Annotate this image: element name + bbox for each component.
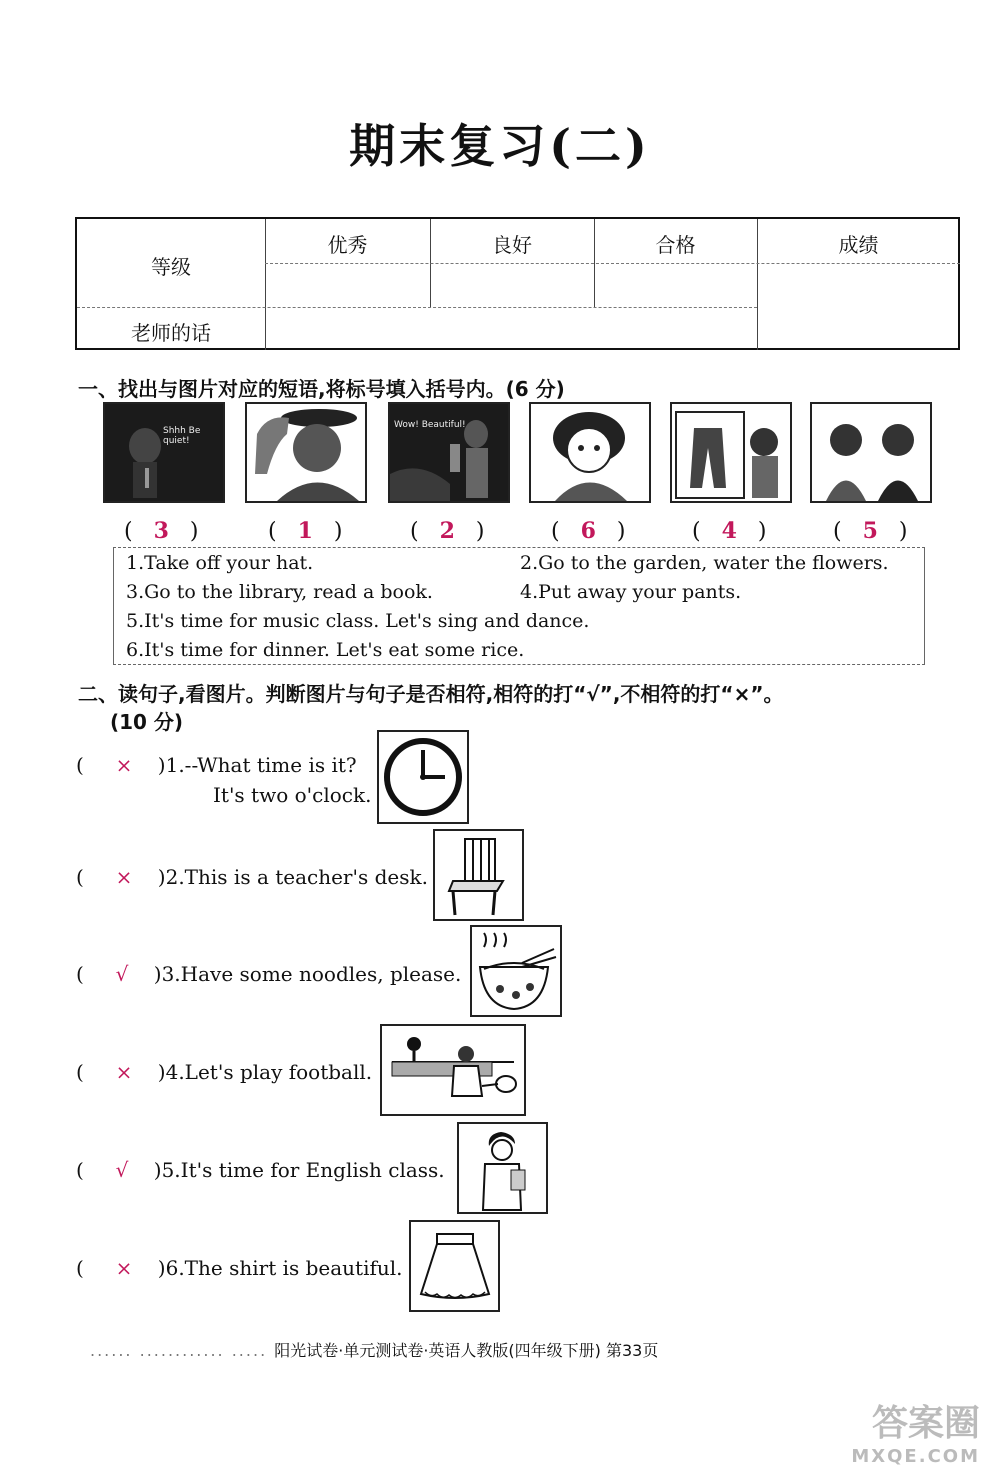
clock-icon xyxy=(379,732,467,822)
judge-text-3: )3.Have some noodles, please. xyxy=(153,962,462,986)
girl-flowers-icon xyxy=(390,404,508,501)
grade-column-good: 良好 xyxy=(492,233,532,257)
answer-paren-4[interactable]: ( 6 ) xyxy=(551,518,626,544)
picture-take-off-hat xyxy=(245,402,367,503)
judge-mark-2: × xyxy=(115,865,133,889)
girls-singing-icon xyxy=(812,404,930,501)
watermark-line1: 答案圈 xyxy=(871,1403,980,1444)
judge-row-5 xyxy=(76,1158,445,1182)
options-box xyxy=(113,547,925,665)
judge-text-1b: It's two o'clock. xyxy=(213,783,372,807)
girl-shush-icon xyxy=(105,404,223,501)
watermark xyxy=(851,1395,980,1467)
judge-mark-1: × xyxy=(115,753,133,777)
wardrobe-pants-icon xyxy=(672,404,790,501)
option-6: 6.It's time for dinner. Let's eat some rice. xyxy=(126,639,525,661)
footer: ...... ............ ..... 阳光试卷·单元测试卷·英语人教版(四年级下册) 第33页 xyxy=(90,1341,659,1360)
footer-text: 阳光试卷·单元测试卷·英语人教版(四年级下册) 第33页 xyxy=(274,1341,659,1360)
judge-text-1: )1.--What time is it? xyxy=(157,753,357,777)
option-2: 2.Go to the garden, water the flowers. xyxy=(520,552,889,574)
answer-paren-5[interactable]: ( 4 ) xyxy=(692,518,767,544)
judge-text-6: )6.The shirt is beautiful. xyxy=(157,1256,403,1280)
picture-caption: Shhh Be quiet! xyxy=(163,426,201,446)
answer-2: 1 xyxy=(297,518,313,544)
judge-paren-1[interactable]: ( × xyxy=(76,753,133,777)
answer-6: 5 xyxy=(862,518,878,544)
answer-paren-1[interactable]: ( 3 ) xyxy=(124,518,199,544)
chair-icon xyxy=(435,831,522,919)
judge-text-4: )4.Let's play football. xyxy=(157,1060,373,1084)
girl-eating-icon xyxy=(531,404,649,501)
picture-clock xyxy=(377,730,469,824)
answer-3: 2 xyxy=(439,518,455,544)
judge-mark-4: × xyxy=(115,1060,133,1084)
answer-5: 4 xyxy=(721,518,737,544)
judge-row-3 xyxy=(76,962,461,986)
grade-column-score: 成绩 xyxy=(838,233,879,257)
answer-paren-6[interactable]: ( 5 ) xyxy=(833,518,908,544)
teacher-comment-label: 老师的话 xyxy=(131,321,211,345)
section1-heading: 一、找出与图片对应的短语,将标号填入括号内。(6 分) xyxy=(78,377,565,401)
picture-dinner xyxy=(529,402,651,503)
page-title: 期末复习(二) xyxy=(349,119,651,173)
grade-table xyxy=(75,217,960,350)
picture-caption: Wow! Beautiful! xyxy=(394,420,466,430)
judge-row-1 xyxy=(76,753,357,777)
judge-text-2: )2.This is a teacher's desk. xyxy=(157,865,428,889)
judge-paren-5[interactable]: ( √ xyxy=(76,1158,129,1182)
answer-1: 3 xyxy=(153,518,169,544)
section2-heading: 二、读句子,看图片。判断图片与句子是否相符,相符的打“√”,不相符的打“×”。 xyxy=(78,682,784,706)
judge-row-6 xyxy=(76,1256,403,1280)
grade-column-excellent: 优秀 xyxy=(327,233,368,257)
judge-mark-3: √ xyxy=(115,962,129,986)
picture-teacher xyxy=(457,1122,548,1214)
picture-put-away-pants xyxy=(670,402,792,503)
judge-paren-6[interactable]: ( × xyxy=(76,1256,133,1280)
picture-music-class xyxy=(810,402,932,503)
judge-paren-4[interactable]: ( × xyxy=(76,1060,133,1084)
noodle-bowl-icon xyxy=(472,927,560,1015)
section2-score: (10 分) xyxy=(110,710,184,734)
judge-row-4 xyxy=(76,1060,372,1084)
picture-noodles xyxy=(470,925,562,1017)
option-3: 3.Go to the library, read a book. xyxy=(126,581,433,603)
skirt-icon xyxy=(411,1222,498,1310)
judge-paren-2[interactable]: ( × xyxy=(76,865,133,889)
option-5: 5.It's time for music class. Let's sing and dance. xyxy=(126,610,590,632)
judge-mark-5: √ xyxy=(115,1158,129,1182)
judge-paren-3[interactable]: ( √ xyxy=(76,962,129,986)
grade-label: 等级 xyxy=(151,255,191,279)
judge-row-2 xyxy=(76,865,428,889)
judge-mark-6: × xyxy=(115,1256,133,1280)
picture-skirt xyxy=(409,1220,500,1312)
answer-4: 6 xyxy=(580,518,596,544)
picture-badminton xyxy=(380,1024,526,1116)
badminton-icon xyxy=(382,1026,524,1114)
answer-paren-2[interactable]: ( 1 ) xyxy=(268,518,343,544)
answer-paren-3[interactable]: ( 2 ) xyxy=(410,518,485,544)
picture-be-quiet xyxy=(103,402,225,503)
watermark-line2: MXQE.COM xyxy=(851,1446,980,1467)
option-1: 1.Take off your hat. xyxy=(126,552,314,574)
teacher-icon xyxy=(459,1124,546,1212)
judge-text-5: )5.It's time for English class. xyxy=(153,1158,445,1182)
picture-water-flowers xyxy=(388,402,510,503)
picture-chair xyxy=(433,829,524,921)
grade-column-pass: 合格 xyxy=(655,233,696,257)
boy-hat-icon xyxy=(247,404,365,501)
option-4: 4.Put away your pants. xyxy=(520,581,742,603)
